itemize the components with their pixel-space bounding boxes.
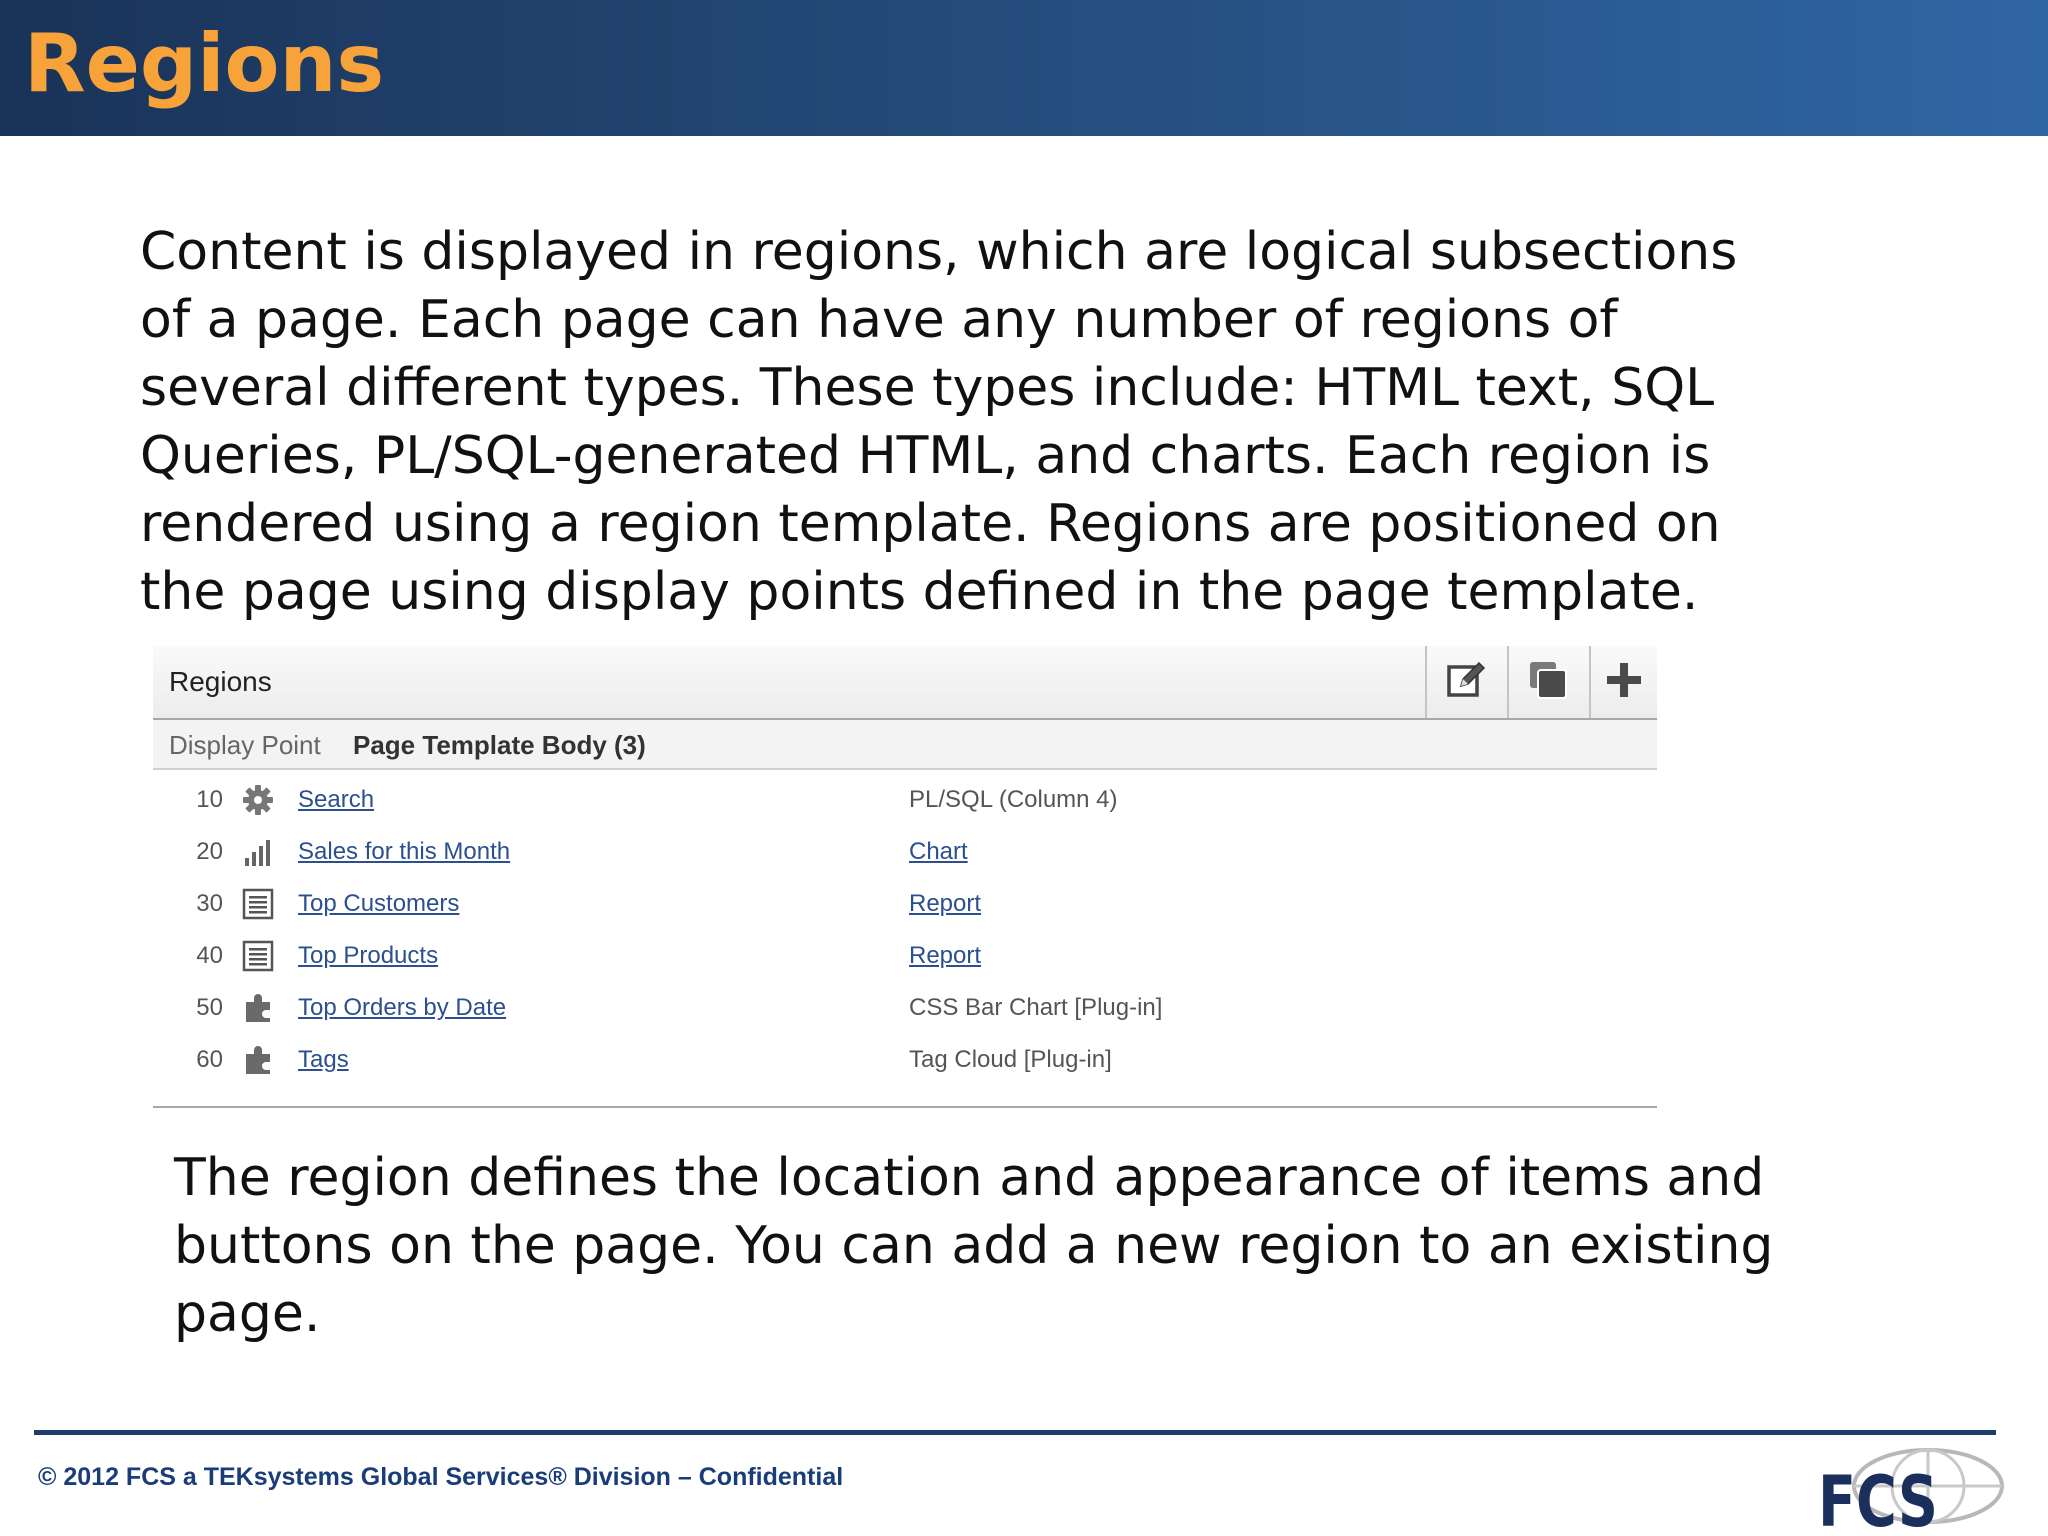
copy-button[interactable]: [1507, 646, 1587, 718]
region-type-link[interactable]: Chart: [909, 838, 968, 865]
region-name-link[interactable]: Tags: [298, 1046, 349, 1073]
region-list: [153, 774, 1657, 1086]
regions-panel-title: Regions: [169, 666, 272, 697]
display-point-label: Display Point: [169, 730, 321, 760]
region-sequence: 30: [196, 890, 223, 917]
intro-paragraph: Content is displayed in regions, which are logical subsections of a page. Each page can have any number of regions of several different types. These types include: HTML text, SQL Queries, PL/SQL-generated HTML, and charts. Each region is rendered using a region template. Regions are positioned on the page using display points defined in the page template.: [140, 222, 1738, 622]
region-row: [153, 982, 1657, 1034]
fcs-logo: [1810, 1440, 2010, 1536]
edit-button[interactable]: [1425, 646, 1505, 718]
plugin-icon: [241, 992, 275, 1024]
region-type-link[interactable]: Report: [909, 890, 982, 917]
chart-icon: [241, 836, 275, 868]
slide-title: Regions: [24, 17, 385, 110]
outro-paragraph: The region defines the location and appearance of items and buttons on the page. You can add a new region to an existing page.: [174, 1148, 1774, 1344]
region-type: CSS Bar Chart [Plug-in]: [909, 994, 1163, 1021]
region-sequence: 10: [196, 786, 223, 813]
region-name-link[interactable]: Top Products: [298, 942, 439, 969]
region-type-link[interactable]: Report: [909, 942, 982, 969]
region-row: [153, 774, 1657, 826]
regions-panel: [153, 646, 1657, 1108]
copy-icon: [1526, 658, 1570, 707]
region-name-link[interactable]: Top Customers: [298, 890, 460, 917]
gear-icon: [241, 784, 275, 816]
report-icon: [241, 888, 275, 920]
plus-icon: [1604, 660, 1644, 705]
display-point-value: Page Template Body (3): [353, 730, 646, 760]
region-sequence: 60: [196, 1046, 223, 1073]
region-sequence: 40: [196, 942, 223, 969]
slide-header: [0, 0, 2048, 136]
region-sequence: 20: [196, 838, 223, 865]
region-sequence: 50: [196, 994, 223, 1021]
region-row: [153, 1034, 1657, 1086]
svg-text:FCS: FCS: [1818, 1461, 1938, 1536]
report-icon: [241, 940, 275, 972]
region-type: PL/SQL (Column 4): [909, 786, 1118, 813]
plugin-icon: [241, 1044, 275, 1076]
footer-copyright: © 2012 FCS a TEKsystems Global Services® Division – Confidential: [38, 1463, 844, 1491]
regions-panel-header: [153, 646, 1657, 720]
region-row: [153, 826, 1657, 878]
region-row: [153, 930, 1657, 982]
region-name-link[interactable]: Top Orders by Date: [298, 994, 507, 1021]
display-point-bar: [153, 720, 1657, 770]
region-row: [153, 878, 1657, 930]
region-type: Tag Cloud [Plug-in]: [909, 1046, 1112, 1073]
add-region-button[interactable]: [1589, 646, 1657, 718]
footer-divider: [34, 1430, 1996, 1435]
edit-icon: [1444, 658, 1488, 707]
region-name-link[interactable]: Search: [298, 786, 375, 813]
panel-bottom-divider: [153, 1106, 1657, 1108]
region-name-link[interactable]: Sales for this Month: [298, 838, 511, 865]
